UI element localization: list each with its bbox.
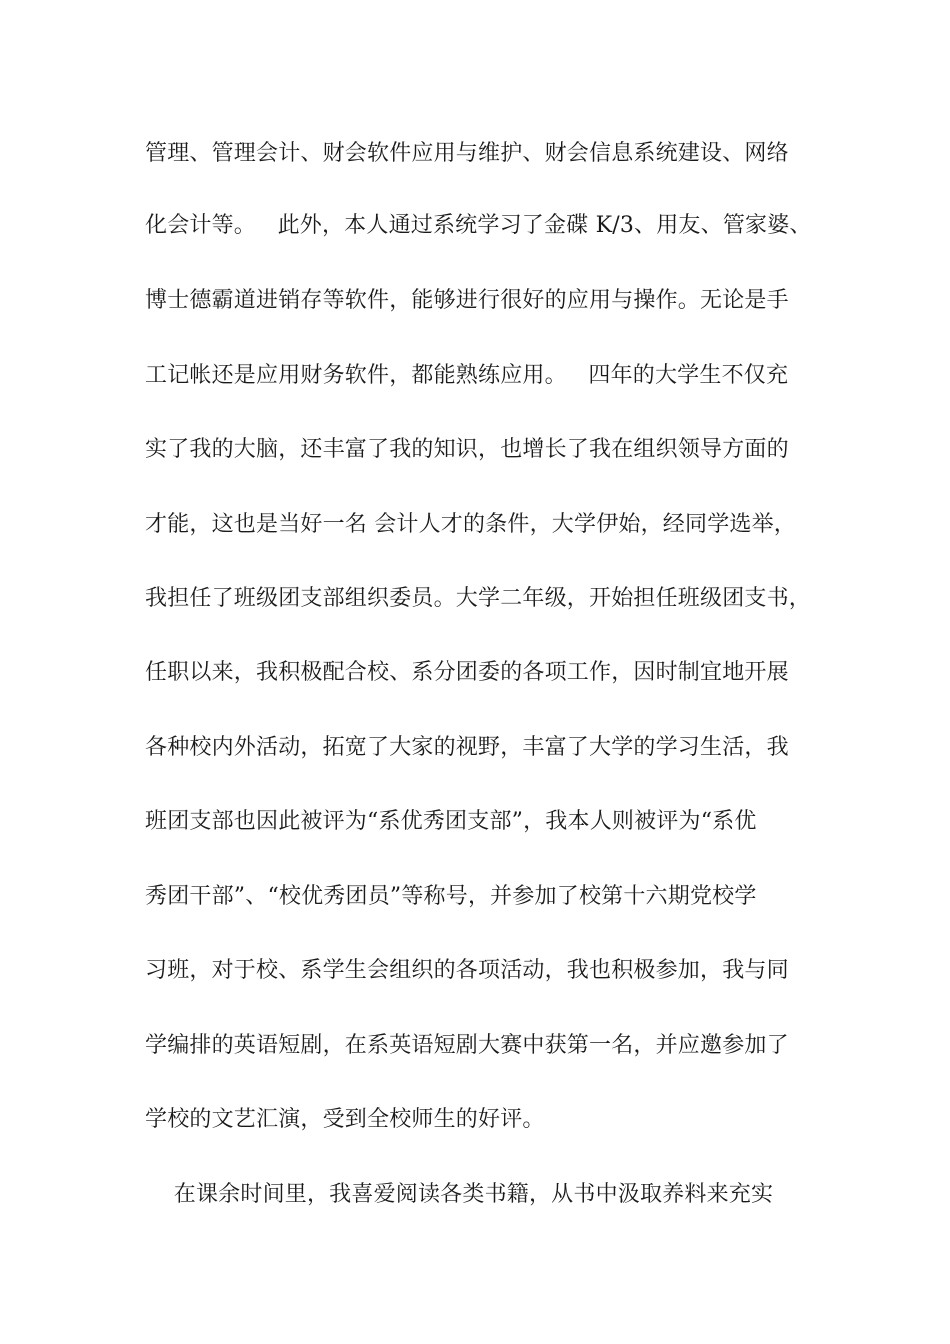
text-line-13: 学编排的英语短剧，在系英语短剧大赛中获第一名，并应邀参加了 (145, 1033, 789, 1058)
text-line-7: 我担任了班级团支部组织委员。大学二年级，开始担任班级团支书， (145, 586, 812, 611)
text-line-9: 各种校内外活动，拓宽了大家的视野，丰富了大学的学习生活，我 (145, 735, 789, 760)
text-line-2: 化会计等。 此外，本人通过系统学习了金碟 K/3、用友、管家婆、 (145, 213, 812, 238)
text-line-8: 任职以来，我积极配合校、系分团委的各项工作，因时制宜地开展 (145, 660, 789, 685)
text-line-1: 管理、管理会计、财会软件应用与维护、财会信息系统建设、网络 (145, 141, 789, 166)
text-line-6: 才能，这也是当好一名 会计人才的条件，大学伊始，经同学选举， (145, 512, 796, 537)
text-line-15: 在课余时间里，我喜爱阅读各类书籍，从书中汲取养料来充实 (145, 1182, 774, 1207)
text-line-11: 秀团干部”、“校优秀团员”等称号，并参加了校第十六期党校学 (145, 884, 757, 909)
text-line-5: 实了我的大脑，还丰富了我的知识，也增长了我在组织领导方面的 (145, 437, 789, 462)
text-line-3: 博士德霸道进销存等软件，能够进行很好的应用与操作。无论是手 (145, 288, 789, 313)
text-line-4: 工记帐还是应用财务软件，都能熟练应用。 四年的大学生不仅充 (145, 363, 789, 388)
text-line-14: 学校的文艺汇演，受到全校师生的好评。 (145, 1107, 545, 1132)
text-line-10: 班团支部也因此被评为“系优秀团支部”，我本人则被评为“系优 (145, 809, 757, 834)
text-line-12: 习班，对于校、系学生会组织的各项活动，我也积极参加，我与同 (145, 958, 789, 983)
